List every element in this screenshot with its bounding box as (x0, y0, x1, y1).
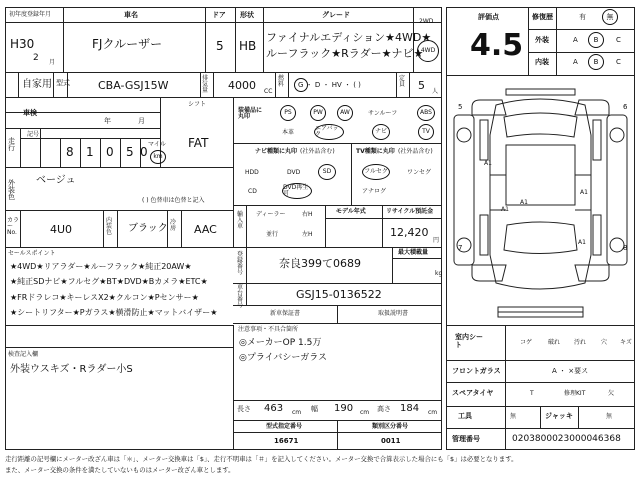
control-number-value: 0203800023000046368 (512, 434, 621, 444)
tv-type-note: (社外品含む) (398, 148, 433, 155)
inspection-year: 年 (104, 117, 111, 125)
registration-label: 登録番号 (237, 251, 244, 276)
equip-aw-label: AW (340, 109, 350, 116)
mileage-digit-3: 0 (106, 145, 114, 159)
cc-unit: CC (264, 88, 273, 95)
diagram-marker-a1-4: A1 (580, 189, 588, 196)
repair-yes: 有 (579, 13, 586, 21)
first-reg-label: 初年度登録年月 (9, 11, 52, 18)
km-label: km (153, 153, 163, 160)
first-reg-month: 2 (33, 53, 39, 63)
interior-sheet-yabure: 破れ (548, 339, 561, 346)
length-cm: cm (292, 409, 302, 416)
interior-a: A (573, 58, 578, 66)
equip-pw (310, 105, 326, 121)
inspector-value: 外装ウスキズ・Rラダー小S (10, 364, 133, 375)
import-left: 左H (302, 231, 313, 238)
shift-label: シフト (188, 101, 207, 108)
sales-point-line-4: ★シートリフター★Pガラス★横滑防止★マットバイザー★ (10, 308, 218, 317)
fourwd-label: 4WD (420, 47, 436, 54)
tv-type-title: TV種類に丸印 (356, 148, 395, 155)
import-dealer: ディーラー (256, 211, 286, 218)
interior-sheet-ana: 穴 (601, 339, 608, 346)
width-cm: cm (360, 409, 370, 416)
equip-pw-label: PW (313, 109, 323, 116)
sales-point-line-3: ★FRドラレコ★キーレスX2★クルコン★Pセンサー★ (10, 293, 199, 302)
nav-sd-label: SD (322, 168, 332, 175)
sales-points-label: セールスポイント (8, 250, 56, 257)
height-value: 184 (400, 403, 420, 414)
yen-unit: 円 (433, 237, 440, 244)
equip-navi-label: ナビ (374, 128, 387, 135)
manual-label: 取扱説明書 (378, 310, 409, 317)
spare-tire-label: スペアタイヤ (452, 389, 494, 397)
mileage-label: 走行 (8, 137, 15, 152)
jika-value: 自家用 (22, 79, 52, 90)
mile-unit: マイル (148, 141, 166, 148)
sales-point-line-1: ★4WD★リアラダー★ルーフラック★純正20AW★ (10, 262, 192, 271)
inspection-month: 月 (138, 117, 145, 125)
grade-line2: ルーフラック★Rラダー★ナビ★ (266, 47, 424, 60)
twowd-label: 2WD (419, 18, 434, 25)
repair-no-label: 無 (606, 12, 614, 21)
chassis-value: GSJ15-0136522 (296, 288, 382, 301)
height-label: 高さ (377, 405, 391, 413)
sales-point-line-2: ★純正SDナビ★フルセグ★BT★DVD★Bカメラ★ETC★ (10, 277, 208, 286)
interior-c: C (616, 58, 621, 66)
height-cm: cm (428, 409, 438, 416)
capacity-value: 5 (418, 79, 425, 92)
type-no-label: 型式指定番号 (266, 423, 303, 430)
front-glass-options: A ・ ×要ス (552, 367, 589, 375)
front-glass-label: フロントガラス (452, 367, 501, 375)
length-value: 463 (264, 403, 284, 414)
interior-label: 内装 (535, 58, 549, 66)
nav-type-title: ナビ種類に丸印 (255, 148, 298, 155)
nav-dvd-playable-circle (282, 183, 312, 199)
mileage-digit-1: 8 (66, 145, 74, 159)
width-label: 幅 (311, 405, 318, 413)
equip-sunroof: サンルーフ (368, 110, 398, 117)
equip-ps (280, 105, 296, 121)
mileage-record-label: 記号 (27, 131, 40, 138)
doors-value: 5 (216, 39, 224, 53)
class-no-label: 類別区分番号 (372, 423, 409, 430)
nav-sd-circle (318, 164, 336, 180)
diagram-marker-a1-1: A1 (484, 160, 492, 167)
equip-aw (337, 105, 353, 121)
fuel-options: G ・ D ・ HV ・ ( ) (298, 81, 361, 89)
ac-value: AAC (194, 223, 217, 236)
month-unit: 月 (49, 59, 56, 66)
capacity-label: 定員 (399, 75, 406, 88)
inspection-label: 車検 (23, 109, 37, 117)
interior-sheet-yogore: 汚れ (574, 339, 587, 346)
shift-value: FAT (188, 136, 209, 150)
repair-label: 修復歴 (532, 13, 553, 21)
equip-airbag (314, 124, 344, 140)
nav-dvd-playable-label: DVD再生可 (283, 184, 309, 197)
footer-note-1: 走行距離の記号欄にメーター改ざん車は「＊」、メーター交換車は「$」、走行不明車は「＃」を記入してください。メーター交換で合算表示した場合にも「$」は必要となります。 (5, 455, 518, 463)
interior-color-label: 内装色 (106, 217, 113, 236)
tv-fullseg-circle (362, 164, 390, 180)
notes-line-1: ◎メーカーOP 1.5万 (239, 338, 322, 348)
color-value: ベージュ (36, 175, 76, 186)
spare-tire-none: 欠 (608, 390, 615, 397)
interior-b-circle (588, 54, 604, 70)
diagram-marker-a1-2: A1 (520, 199, 528, 206)
equip-ps-label: PS (284, 109, 292, 116)
recycle-value: 12,420 (390, 226, 429, 239)
registration-value: 奈良399て0689 (279, 257, 361, 270)
jack-label: ジャッキ (545, 412, 573, 420)
grade-label: グレード (322, 11, 350, 19)
fuel-label: 燃料 (278, 75, 285, 88)
length-label: 長さ (237, 405, 251, 413)
type-no-value: 16671 (274, 437, 299, 445)
nav-type-note: (社外品含む) (300, 148, 335, 155)
spare-tire-t: T (530, 390, 534, 397)
person-unit: 人 (432, 88, 439, 95)
class-no-value: 0011 (381, 437, 401, 445)
equip-tv-label: TV (422, 128, 430, 135)
notes-label: 注意事項・不具合箇所 (238, 326, 299, 333)
exterior-c: C (616, 36, 621, 44)
width-value: 190 (334, 403, 354, 414)
interior-sheet-koge: コゲ (520, 339, 533, 346)
diagram-marker-a1-3: A1 (501, 206, 509, 213)
import-parallel: 並行 (266, 231, 279, 238)
interior-sheet-kizu: キズ (620, 339, 632, 346)
exterior-b-circle (588, 32, 604, 48)
ac-label: 冷房 (170, 219, 177, 232)
tools-label: 工具 (458, 412, 472, 420)
mileage-digit-5: 0 (140, 145, 148, 159)
interior-color-value: ブラック (128, 223, 168, 234)
spare-tire-kit: 修理KIT (564, 390, 586, 397)
equip-abs-label: ABS (420, 109, 432, 116)
km-circle (150, 150, 166, 164)
color-code-value: 4U0 (50, 223, 73, 236)
inspector-label: 検査記入欄 (8, 351, 39, 358)
equip-airbag-label: エアバック (315, 125, 339, 138)
diagram-num-6: 6 (623, 103, 628, 111)
nav-cd: CD (248, 188, 257, 195)
tv-fullseg-label: フルセグ (364, 168, 388, 175)
score-value: 4.5 (470, 28, 524, 63)
displacement-value: 4000 (228, 79, 256, 92)
color-code-label: カラーNo. (7, 217, 20, 236)
interior-sheet-label: 室内シート (455, 333, 483, 350)
name-label: 車名 (124, 11, 138, 19)
equipment-label: 装備品に丸印 (238, 107, 263, 120)
diagram-num-7: 7 (458, 244, 463, 252)
exterior-label: 外装 (535, 36, 549, 44)
chassis-label: 車台番号 (237, 284, 244, 309)
model-label: 型式 (56, 79, 70, 87)
diagram-num-5: 5 (458, 103, 463, 111)
car-damage-diagram (446, 75, 635, 325)
tv-oneseg: ワンセグ (407, 169, 432, 176)
shape-label: 形状 (240, 11, 254, 19)
kg-unit: kg (435, 270, 443, 277)
notes-line-2: ◎プライバシーガラス (239, 353, 327, 363)
color-note: ( ) 色替車は色替と記入 (142, 197, 205, 204)
recycle-label: リサイクル預託金 (386, 208, 434, 215)
first-reg-era: H30 (10, 37, 35, 51)
color-label: 外装色 (8, 179, 15, 201)
tools-value: 無 (510, 413, 517, 420)
model-value: CBA-GSJ15W (98, 79, 169, 92)
mileage-digit-2: 1 (86, 145, 94, 159)
doors-label: ドア (212, 11, 226, 19)
footer-note-2: また、メーター交換の条件を満たしていないものはメーター改ざん車とします。 (5, 466, 235, 474)
control-number-label: 管理番号 (452, 435, 480, 443)
tv-analog: アナログ (362, 188, 387, 195)
model-year-label: モデル年式 (336, 208, 366, 215)
interior-b-label: B (593, 57, 599, 66)
nav-dvd: DVD (287, 169, 301, 176)
new-warranty: 新車保証書 (270, 310, 301, 317)
score-label: 評価点 (478, 13, 499, 21)
shape-value: HB (239, 39, 257, 53)
import-right: 右H (302, 211, 313, 218)
grade-line1: ファイナルエディション★4WD★ (266, 31, 432, 44)
car-name-value: FJクルーザー (92, 37, 163, 51)
diagram-num-8: 8 (623, 244, 628, 252)
equip-tv (418, 124, 434, 140)
exterior-a: A (573, 36, 578, 44)
repair-no-circle (602, 9, 618, 25)
diagram-marker-a1-5: A1 (578, 239, 586, 246)
nav-hdd: HDD (245, 169, 259, 176)
displacement-label: 排気量 (202, 75, 209, 94)
import-label: 輸入車 (237, 211, 244, 230)
equip-navi (372, 124, 390, 140)
max-load-label: 最大積載量 (398, 249, 429, 256)
exterior-b-label: B (593, 35, 599, 44)
equip-leather: 本革 (282, 129, 295, 136)
mileage-digit-4: 5 (126, 145, 134, 159)
equip-abs (417, 105, 435, 121)
jack-value: 無 (606, 413, 613, 420)
